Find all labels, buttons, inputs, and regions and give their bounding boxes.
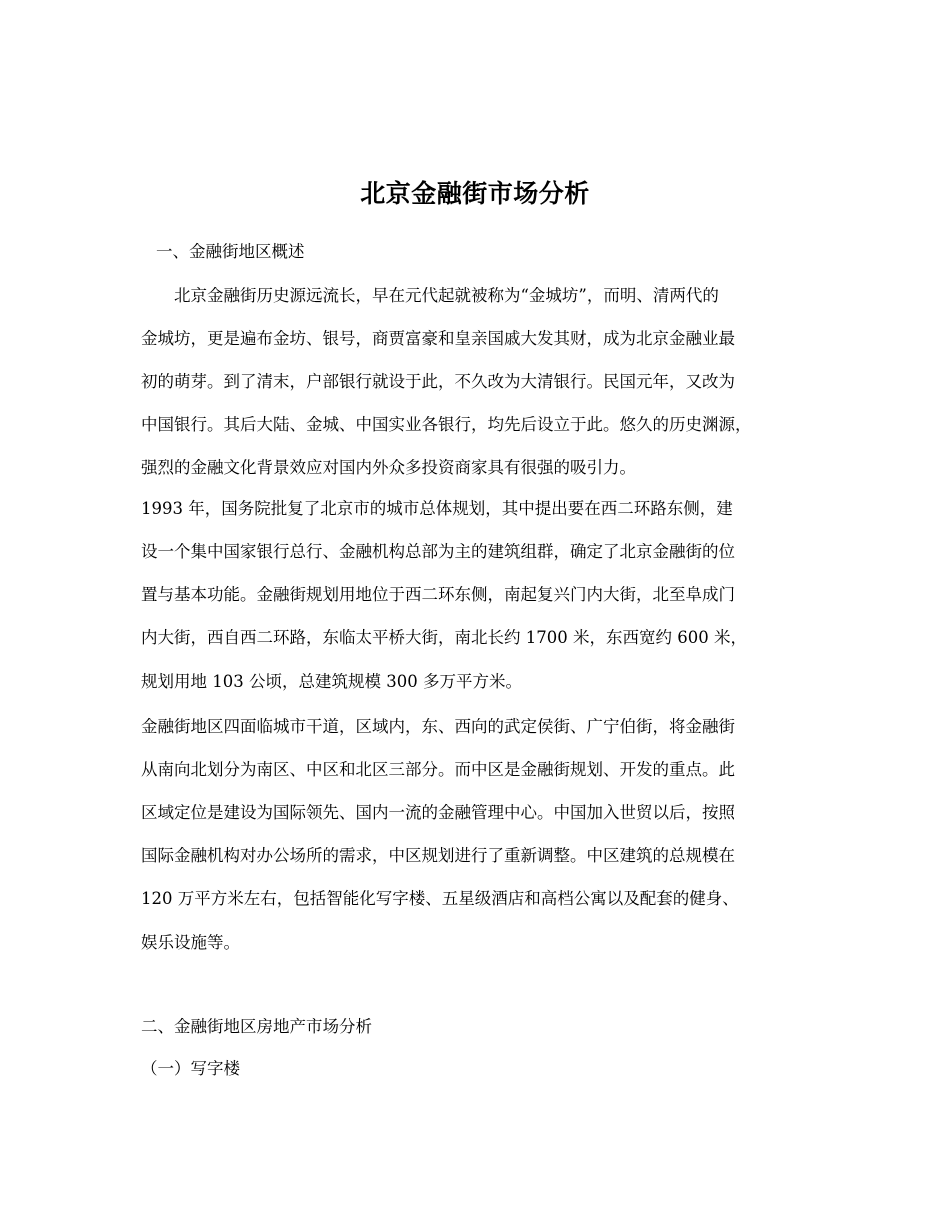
paragraph-3-line-6: 娱乐设施等。	[141, 933, 240, 952]
paragraph-2-line-5: 规划用地 103 公顷，总建筑规模 300 多万平方米。	[141, 672, 522, 691]
document-title: 北京金融街市场分析	[360, 179, 590, 208]
paragraph-1-line-3: 初的萌芽。到了清末，户部银行就设于此，不久改为大清银行。民国元年，又改为	[141, 372, 735, 391]
section-heading-real-estate: 二、金融街地区房地产市场分析	[141, 1017, 372, 1036]
section-heading-overview: 一、金融街地区概述	[156, 242, 305, 261]
paragraph-1-line-5: 强烈的金融文化背景效应对国内外众多投资商家具有很强的吸引力。	[141, 458, 636, 477]
paragraph-2-line-2: 设一个集中国家银行总行、金融机构总部为主的建筑组群，确定了北京金融街的位	[141, 542, 735, 561]
paragraph-1-line-2: 金城坊，更是遍布金坊、银号，商贾富豪和皇亲国戚大发其财，成为北京金融业最	[141, 329, 735, 348]
subsection-heading-office: （一）写字楼	[141, 1059, 240, 1078]
paragraph-3-line-5: 120 万平方米左右，包括智能化写字楼、五星级酒店和高档公寓以及配套的健身、	[141, 889, 739, 908]
paragraph-3-line-1: 金融街地区四面临城市干道，区域内，东、西向的武定侯街、广宁伯街，将金融街	[141, 717, 735, 736]
paragraph-1-line-4: 中国银行。其后大陆、金城、中国实业各银行，均先后设立于此。悠久的历史渊源，	[141, 415, 752, 434]
paragraph-2-line-3: 置与基本功能。金融街规划用地位于西二环东侧，南起复兴门内大街，北至阜成门	[141, 585, 735, 604]
paragraph-2-line-4: 内大街，西自西二环路，东临太平桥大街，南北长约 1700 米，东西宽约 600 米，	[141, 628, 747, 647]
paragraph-3-line-4: 国际金融机构对办公场所的需求，中区规划进行了重新调整。中区建筑的总规模在	[141, 846, 735, 865]
paragraph-1-line-1: 北京金融街历史源远流长，早在元代起就被称为“金城坊”，而明、清两代的	[174, 286, 719, 305]
paragraph-3-line-2: 从南向北划分为南区、中区和北区三部分。而中区是金融街规划、开发的重点。此	[141, 760, 735, 779]
paragraph-2-line-1: 1993 年，国务院批复了北京市的城市总体规划，其中提出要在西二环路东侧，建	[141, 499, 733, 518]
paragraph-3-line-3: 区域定位是建设为国际领先、国内一流的金融管理中心。中国加入世贸以后，按照	[141, 803, 735, 822]
